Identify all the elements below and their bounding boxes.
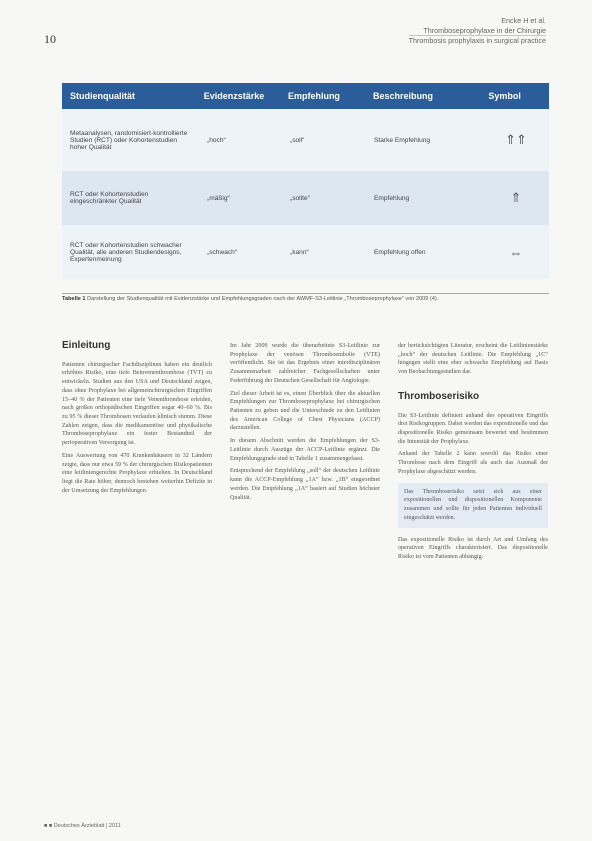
up-arrow-icon: ⇑ [510,190,522,205]
header-recommendation: Empfehlung [287,91,340,101]
cell-quality: Metaanalysen, randomisiert-kontrollierte Studien (RCT) oder Kohortenstudien hoher Qualität [70,129,188,151]
cell-description: Empfehlung offen [374,248,426,256]
section-heading-introduction: Einleitung [62,340,111,351]
paragraph: Im Jahr 2009 wurde die überarbeitete S3-Leitlinie zur Prophylaxe der venösen Thromboembolie (VTE) veröffentlicht. Sie ist das Ergebnis einer interdisziplinären Zusammenarbeit zahlreicher Fachgesellschaften unter Federführung der Deutschen Gesellschaft für Angiologie. [230,343,380,384]
evidence-table [62,83,549,279]
header-symbol: Symbol [488,91,521,101]
cell-evidence: „schwach“ [207,248,238,256]
table-row [62,225,549,279]
cell-evidence: „mäßig“ [207,194,230,202]
paragraph: Eine Auswertung von 470 Krankenhäusern in 32 Ländern zeigte, dass nur etwa 59 % der chirurgischen Risikopatienten eine leitliniengerechte Prophylaxe erhielten. In Deutschland liegt die Rate höher, dennoch bestehen weiterhin Defizite in der Umsetzung der Empfehlungen. [62,452,212,494]
paragraph: Das expositionelle Risiko ist durch Art und Umfang des operativen Eingriffs charakterisiert. Das dispositionelle Risiko ist vom Patienten abhängig. [398,536,548,560]
cell-quality: RCT oder Kohortenstudien eingeschränkter Qualität [70,191,149,205]
section-heading-risk: Thromboserisiko [398,390,480,402]
cell-recommendation: „sollte“ [290,194,310,202]
caption-text: Darstellung der Studienqualität mit Evidenzstärke und Empfehlungsgraden nach der AWMF-S3-Leitlinie „Thromboseprophylaxe“ von 2009 (4). [87,296,439,302]
paragraph: Entsprechend der Empfehlung „soll“ der deutschen Leitlinie kann die ACCP-Empfehlung „1A“ bzw. „1B“ eingeordnet werden. Die Empfehlung „1A“ basiert auf Studien höchster Qualität. [230,468,380,501]
page-number: 10 [44,32,56,46]
cell-recommendation: „soll“ [290,136,305,144]
paragraph: Die S3-Leitlinie definiert anhand des operativen Eingriffs drei Risikogruppen. Dabei werden das expositionelle und das dispositionelle Risiko gemeinsam bewertet und bestimmen die Intensität der Prophylaxe. [398,412,548,445]
left-right-arrow-icon: ⇔ [509,244,523,260]
paragraph: Anhand der Tabelle 2 kann sowohl das Risiko einer Thrombose nach dem Eingriff als auch das Ausmaß der Prophylaxe abgeschätzt werden. [398,451,548,475]
cell-quality: RCT oder Kohortenstudien schwacher Qualität, alle anderen Studiendesigns, Expertenmeinung [70,241,182,263]
double-up-arrow-icon: ⇑⇑ [505,132,527,147]
header-authors: Encke H et al. [501,16,546,25]
table-header-row [62,83,549,109]
page-footer: ■ ■ Deutsches Ärzteblatt | 2011 [44,823,121,829]
caption-label: Tabelle 1 [62,296,86,302]
cell-description: Starke Empfehlung [374,136,431,144]
paragraph: In diesem Abschnitt werden die Empfehlungen der S3-Leitlinie durch Auszüge der ACCP-Leitlinie ergänzt. Die Empfehlungsgrade sind in Tabelle 1 zusammengefasst. [230,438,380,462]
header-evidence: Evidenzstärke [203,91,265,101]
text-column-2 [230,342,380,506]
running-header [409,16,546,46]
paragraph: Patienten chirurgischer Fachdisziplinen haben ein deutlich erhöhtes Risiko, eine tiefe Beinvenenthrombose (TVT) zu entwickeln. Studien aus den USA und Deutschland zeigen, dass ohne Prophylaxe bei allgemeinchirurgischen Eingriffen 15–40 % der Patienten eine tiefe Venenthrombose erleiden, nach großen orthopädischen Eingriffen sogar 40–60 %. Bis zu 95 % dieser Thrombosen verlaufen klinisch stumm. Diese Zahlen zeigen, dass die medikamentöse und physikalische Thromboseprophylaxe ein fester Bestandteil der perioperativen Versorgung ist. [62,361,212,447]
text-column-3 [398,342,548,566]
cell-recommendation: „kann“ [290,248,309,256]
header-description: Beschreibung [373,91,434,101]
cell-description: Empfehlung [374,194,410,202]
cell-evidence: „hoch“ [207,136,226,144]
paragraph: der berücksichtigten Literatur, erscheint die Leitlinienstärke „hoch“ der deutschen Leitlinie. Die Empfehlung „1C“ hingegen stellt eine eher schwache Empfehlung auf Basis von Beobachtungsstudien dar. [398,343,548,376]
table-caption [62,293,549,302]
highlight-box: Das Thromboserisiko setzt sich aus einer expositionellen und dispositionellen Komponente zusammen und sollte für jeden Patienten individuell eingeschätzt werden. [398,483,548,528]
table-row [62,109,549,171]
header-title-en: Thrombosis prophylaxis in surgical practice [408,36,546,45]
text-column-1 [62,342,212,500]
header-quality: Studienqualität [70,91,135,101]
header-title-de: Thromboseprophylaxe in der Chirurgie [409,26,546,37]
table-row [62,171,549,225]
paragraph: Ziel dieser Arbeit ist es, einen Überblick über die aktuellen Empfehlungen zur Thromboseprophylaxe bei chirurgischen Patienten zu geben und die Unterschiede zu den Leitlinien des American College of Chest Physicians (ACCP) darzustellen. [230,390,380,432]
